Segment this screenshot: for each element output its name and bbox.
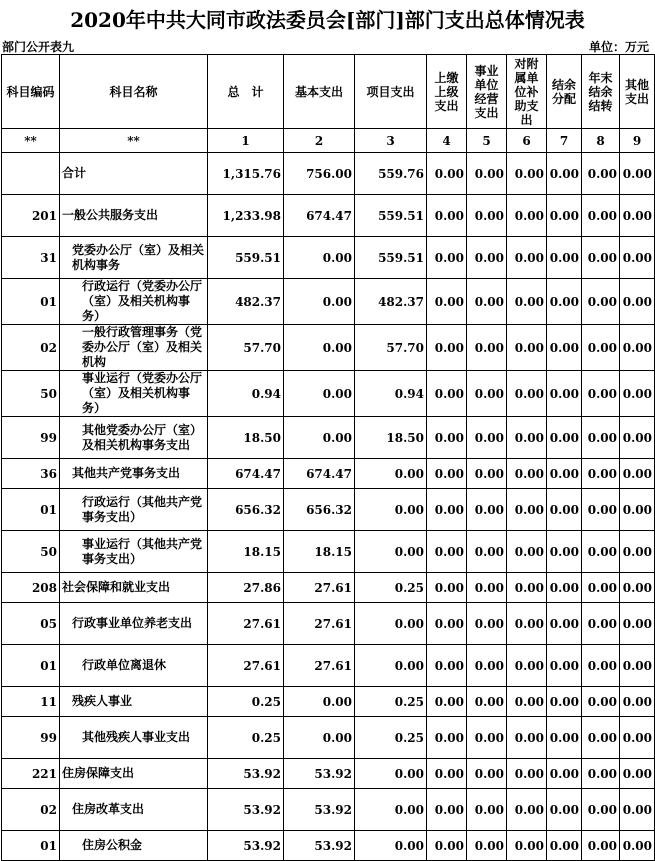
amount-cell: 0.00	[582, 371, 620, 417]
amount-cell: 0.00	[620, 417, 655, 459]
amount-cell: 0.00	[467, 489, 507, 531]
table-row	[2, 325, 655, 371]
amount-cell: 0.00	[467, 279, 507, 325]
amount-cell: 0.00	[355, 831, 427, 861]
index-cell: 2	[284, 129, 355, 153]
amount-cell: 0.94	[355, 371, 427, 417]
amount-cell: 0.00	[582, 325, 620, 371]
amount-cell: 0.00	[467, 645, 507, 687]
amount-cell: 0.00	[620, 325, 655, 371]
table-row	[2, 489, 655, 531]
amount-cell: 0.00	[355, 759, 427, 789]
amount-cell: 0.00	[547, 831, 582, 861]
amount-cell: 0.00	[284, 325, 355, 371]
subject-code-cell	[2, 153, 60, 195]
amount-cell: 0.00	[427, 417, 467, 459]
amount-cell: 0.00	[427, 687, 467, 717]
amount-cell: 0.00	[620, 603, 655, 645]
amount-cell: 0.00	[467, 195, 507, 237]
amount-cell: 53.92	[284, 831, 355, 861]
amount-cell: 559.51	[355, 237, 427, 279]
unit-label: 单位：万元	[588, 40, 649, 54]
subject-name-cell: 住房保障支出	[60, 759, 208, 789]
amount-cell: 0.00	[582, 831, 620, 861]
amount-cell: 0.00	[582, 759, 620, 789]
col-header: 其他支出	[620, 55, 655, 129]
amount-cell: 0.00	[467, 687, 507, 717]
amount-cell: 0.25	[355, 687, 427, 717]
amount-cell: 0.00	[284, 371, 355, 417]
amount-cell: 0.00	[427, 831, 467, 861]
amount-cell: 0.00	[582, 687, 620, 717]
subject-code-cell: 221	[2, 759, 60, 789]
amount-cell: 0.00	[547, 573, 582, 603]
subject-name-cell: 其他残疾人事业支出	[60, 717, 208, 759]
col-header: 总 计	[208, 55, 284, 129]
amount-cell: 0.00	[582, 789, 620, 831]
amount-cell: 656.32	[208, 489, 284, 531]
amount-cell: 27.61	[208, 603, 284, 645]
header-row	[2, 55, 655, 129]
table-number: 部门公开表九	[2, 40, 75, 54]
amount-cell: 0.00	[620, 687, 655, 717]
col-header: 科目名称	[60, 55, 208, 129]
amount-cell: 674.47	[284, 459, 355, 489]
subject-name-cell: 一般行政管理事务（党委办公厅（室）及相关机构	[60, 325, 208, 371]
table-row	[2, 195, 655, 237]
amount-cell: 0.00	[547, 417, 582, 459]
subject-name-cell: 党委办公厅（室）及相关机构事务	[60, 237, 208, 279]
table-row	[2, 417, 655, 459]
subject-code-cell: 05	[2, 603, 60, 645]
amount-cell: 0.00	[467, 459, 507, 489]
subject-code-cell: 01	[2, 489, 60, 531]
table-row	[2, 759, 655, 789]
amount-cell: 0.00	[427, 371, 467, 417]
amount-cell: 53.92	[208, 759, 284, 789]
subject-name-cell: 行政事业单位养老支出	[60, 603, 208, 645]
amount-cell: 0.00	[547, 645, 582, 687]
amount-cell: 0.25	[355, 573, 427, 603]
subject-name-cell: 合计	[60, 153, 208, 195]
subject-code-cell: 36	[2, 459, 60, 489]
subject-name-cell: 残疾人事业	[60, 687, 208, 717]
amount-cell: 0.00	[427, 789, 467, 831]
amount-cell: 0.00	[547, 371, 582, 417]
amount-cell: 0.00	[467, 371, 507, 417]
table-row	[2, 237, 655, 279]
table-row	[2, 531, 655, 573]
amount-cell: 0.94	[208, 371, 284, 417]
amount-cell: 0.00	[507, 371, 547, 417]
amount-cell: 0.00	[620, 489, 655, 531]
amount-cell: 0.00	[427, 459, 467, 489]
index-cell: 9	[620, 129, 655, 153]
amount-cell: 0.00	[620, 279, 655, 325]
col-header: 项目支出	[355, 55, 427, 129]
index-cell: 1	[208, 129, 284, 153]
amount-cell: 0.00	[427, 717, 467, 759]
subject-code-cell: 99	[2, 717, 60, 759]
amount-cell: 0.00	[582, 153, 620, 195]
amount-cell: 0.00	[355, 603, 427, 645]
amount-cell: 0.00	[427, 759, 467, 789]
table-row	[2, 371, 655, 417]
subject-code-cell: 50	[2, 371, 60, 417]
index-row	[2, 129, 655, 153]
amount-cell: 482.37	[208, 279, 284, 325]
amount-cell: 57.70	[208, 325, 284, 371]
table-row	[2, 789, 655, 831]
subject-name-cell: 社会保障和就业支出	[60, 573, 208, 603]
amount-cell: 0.00	[284, 687, 355, 717]
amount-cell: 0.00	[427, 195, 467, 237]
amount-cell: 0.00	[467, 717, 507, 759]
amount-cell: 0.00	[284, 417, 355, 459]
amount-cell: 559.51	[355, 195, 427, 237]
amount-cell: 0.00	[467, 759, 507, 789]
subject-name-cell: 事业运行（党委办公厅（室）及相关机构事务）	[60, 371, 208, 417]
col-header: 基本支出	[284, 55, 355, 129]
amount-cell: 0.00	[582, 459, 620, 489]
table-row	[2, 459, 655, 489]
expenditure-table	[1, 54, 655, 861]
amount-cell: 0.00	[582, 489, 620, 531]
amount-cell: 0.00	[582, 195, 620, 237]
amount-cell: 482.37	[355, 279, 427, 325]
amount-cell: 0.00	[547, 717, 582, 759]
amount-cell: 18.50	[208, 417, 284, 459]
page-title: 2020年中共大同市政法委员会[部门]部门支出总体情况表	[70, 8, 585, 32]
amount-cell: 0.00	[547, 153, 582, 195]
amount-cell: 27.61	[208, 645, 284, 687]
amount-cell: 0.00	[507, 717, 547, 759]
amount-cell: 0.00	[427, 489, 467, 531]
subject-code-cell: 02	[2, 325, 60, 371]
amount-cell: 27.86	[208, 573, 284, 603]
amount-cell: 0.00	[467, 603, 507, 645]
amount-cell: 0.00	[427, 325, 467, 371]
amount-cell: 0.00	[620, 759, 655, 789]
amount-cell: 0.00	[507, 603, 547, 645]
amount-cell: 0.00	[547, 489, 582, 531]
index-cell: 7	[547, 129, 582, 153]
subject-code-cell: 50	[2, 531, 60, 573]
subject-code-cell: 208	[2, 573, 60, 603]
amount-cell: 0.00	[582, 603, 620, 645]
table-row	[2, 573, 655, 603]
amount-cell: 18.15	[284, 531, 355, 573]
amount-cell: 0.00	[507, 573, 547, 603]
amount-cell: 27.61	[284, 645, 355, 687]
index-cell: **	[2, 129, 60, 153]
col-header: 结余分配	[547, 55, 582, 129]
amount-cell: 0.00	[427, 603, 467, 645]
amount-cell: 18.50	[355, 417, 427, 459]
amount-cell: 0.00	[467, 325, 507, 371]
amount-cell: 0.00	[547, 279, 582, 325]
amount-cell: 0.00	[284, 279, 355, 325]
amount-cell: 0.00	[355, 489, 427, 531]
amount-cell: 0.00	[547, 687, 582, 717]
amount-cell: 559.76	[355, 153, 427, 195]
amount-cell: 0.00	[507, 831, 547, 861]
table-row	[2, 603, 655, 645]
subject-code-cell: 01	[2, 279, 60, 325]
subject-code-cell: 01	[2, 831, 60, 861]
amount-cell: 0.00	[427, 531, 467, 573]
amount-cell: 0.00	[620, 831, 655, 861]
amount-cell: 0.00	[427, 237, 467, 279]
amount-cell: 0.00	[547, 195, 582, 237]
amount-cell: 0.00	[427, 279, 467, 325]
amount-cell: 0.00	[507, 153, 547, 195]
amount-cell: 0.00	[620, 645, 655, 687]
table-row	[2, 153, 655, 195]
subject-name-cell: 行政运行（其他共产党事务支出）	[60, 489, 208, 531]
amount-cell: 0.00	[507, 789, 547, 831]
amount-cell: 0.00	[620, 789, 655, 831]
amount-cell: 674.47	[284, 195, 355, 237]
amount-cell: 0.00	[284, 717, 355, 759]
amount-cell: 53.92	[208, 831, 284, 861]
amount-cell: 0.00	[620, 573, 655, 603]
subject-name-cell: 一般公共服务支出	[60, 195, 208, 237]
amount-cell: 0.00	[467, 237, 507, 279]
amount-cell: 0.25	[208, 717, 284, 759]
index-cell: 3	[355, 129, 427, 153]
amount-cell: 0.00	[355, 789, 427, 831]
col-header: 年末结余结转	[582, 55, 620, 129]
col-header: 上缴上级支出	[427, 55, 467, 129]
amount-cell: 0.00	[620, 371, 655, 417]
col-header: 科目编码	[2, 55, 60, 129]
amount-cell: 0.00	[355, 459, 427, 489]
amount-cell: 0.25	[355, 717, 427, 759]
amount-cell: 0.00	[620, 459, 655, 489]
amount-cell: 0.00	[547, 325, 582, 371]
table-row	[2, 717, 655, 759]
amount-cell: 27.61	[284, 603, 355, 645]
table-row	[2, 645, 655, 687]
amount-cell: 0.00	[547, 531, 582, 573]
amount-cell: 0.00	[620, 237, 655, 279]
amount-cell: 0.00	[507, 531, 547, 573]
table-row	[2, 279, 655, 325]
amount-cell: 0.00	[427, 153, 467, 195]
subject-name-cell: 住房公积金	[60, 831, 208, 861]
col-header: 事业单位经营支出	[467, 55, 507, 129]
amount-cell: 656.32	[284, 489, 355, 531]
subject-name-cell: 其他共产党事务支出	[60, 459, 208, 489]
amount-cell: 18.15	[208, 531, 284, 573]
amount-cell: 0.00	[467, 417, 507, 459]
amount-cell: 0.00	[582, 717, 620, 759]
index-cell: 4	[427, 129, 467, 153]
amount-cell: 57.70	[355, 325, 427, 371]
table-row	[2, 687, 655, 717]
amount-cell: 0.00	[582, 573, 620, 603]
amount-cell: 0.00	[507, 195, 547, 237]
amount-cell: 0.00	[427, 573, 467, 603]
amount-cell: 0.00	[355, 645, 427, 687]
index-cell: 5	[467, 129, 507, 153]
subject-code-cell: 31	[2, 237, 60, 279]
subject-name-cell: 行政单位离退休	[60, 645, 208, 687]
amount-cell: 0.00	[507, 325, 547, 371]
index-cell: **	[60, 129, 208, 153]
amount-cell: 27.61	[284, 573, 355, 603]
subject-code-cell: 02	[2, 789, 60, 831]
amount-cell: 0.00	[507, 687, 547, 717]
amount-cell: 53.92	[284, 759, 355, 789]
subject-code-cell: 11	[2, 687, 60, 717]
amount-cell: 756.00	[284, 153, 355, 195]
index-cell: 8	[582, 129, 620, 153]
amount-cell: 0.00	[620, 195, 655, 237]
amount-cell: 0.00	[582, 417, 620, 459]
amount-cell: 0.00	[507, 417, 547, 459]
amount-cell: 0.00	[507, 759, 547, 789]
subject-name-cell: 行政运行（党委办公厅（室）及相关机构事务）	[60, 279, 208, 325]
amount-cell: 0.00	[355, 531, 427, 573]
subject-code-cell: 99	[2, 417, 60, 459]
subject-name-cell: 事业运行（其他共产党事务支出）	[60, 531, 208, 573]
amount-cell: 674.47	[208, 459, 284, 489]
subject-code-cell: 201	[2, 195, 60, 237]
amount-cell: 0.00	[507, 645, 547, 687]
amount-cell: 0.00	[467, 573, 507, 603]
amount-cell: 0.00	[467, 789, 507, 831]
amount-cell: 0.00	[547, 789, 582, 831]
amount-cell: 559.51	[208, 237, 284, 279]
amount-cell: 0.00	[284, 237, 355, 279]
index-cell: 6	[507, 129, 547, 153]
amount-cell: 0.00	[582, 645, 620, 687]
subject-name-cell: 住房改革支出	[60, 789, 208, 831]
amount-cell: 0.00	[427, 645, 467, 687]
table-row	[2, 831, 655, 861]
amount-cell: 53.92	[284, 789, 355, 831]
amount-cell: 0.25	[208, 687, 284, 717]
amount-cell: 0.00	[547, 459, 582, 489]
amount-cell: 0.00	[620, 717, 655, 759]
amount-cell: 0.00	[620, 153, 655, 195]
amount-cell: 0.00	[582, 279, 620, 325]
amount-cell: 0.00	[547, 759, 582, 789]
amount-cell: 53.92	[208, 789, 284, 831]
amount-cell: 0.00	[507, 489, 547, 531]
amount-cell: 0.00	[582, 237, 620, 279]
amount-cell: 0.00	[507, 237, 547, 279]
amount-cell: 0.00	[467, 831, 507, 861]
amount-cell: 1,315.76	[208, 153, 284, 195]
subject-name-cell: 其他党委办公厅（室）及相关机构事务支出	[60, 417, 208, 459]
amount-cell: 0.00	[547, 603, 582, 645]
subject-code-cell: 01	[2, 645, 60, 687]
amount-cell: 0.00	[507, 459, 547, 489]
amount-cell: 0.00	[547, 237, 582, 279]
amount-cell: 0.00	[467, 153, 507, 195]
amount-cell: 0.00	[507, 279, 547, 325]
amount-cell: 0.00	[467, 531, 507, 573]
col-header: 对附属单位补助支出	[507, 55, 547, 129]
amount-cell: 1,233.98	[208, 195, 284, 237]
amount-cell: 0.00	[620, 531, 655, 573]
amount-cell: 0.00	[582, 531, 620, 573]
